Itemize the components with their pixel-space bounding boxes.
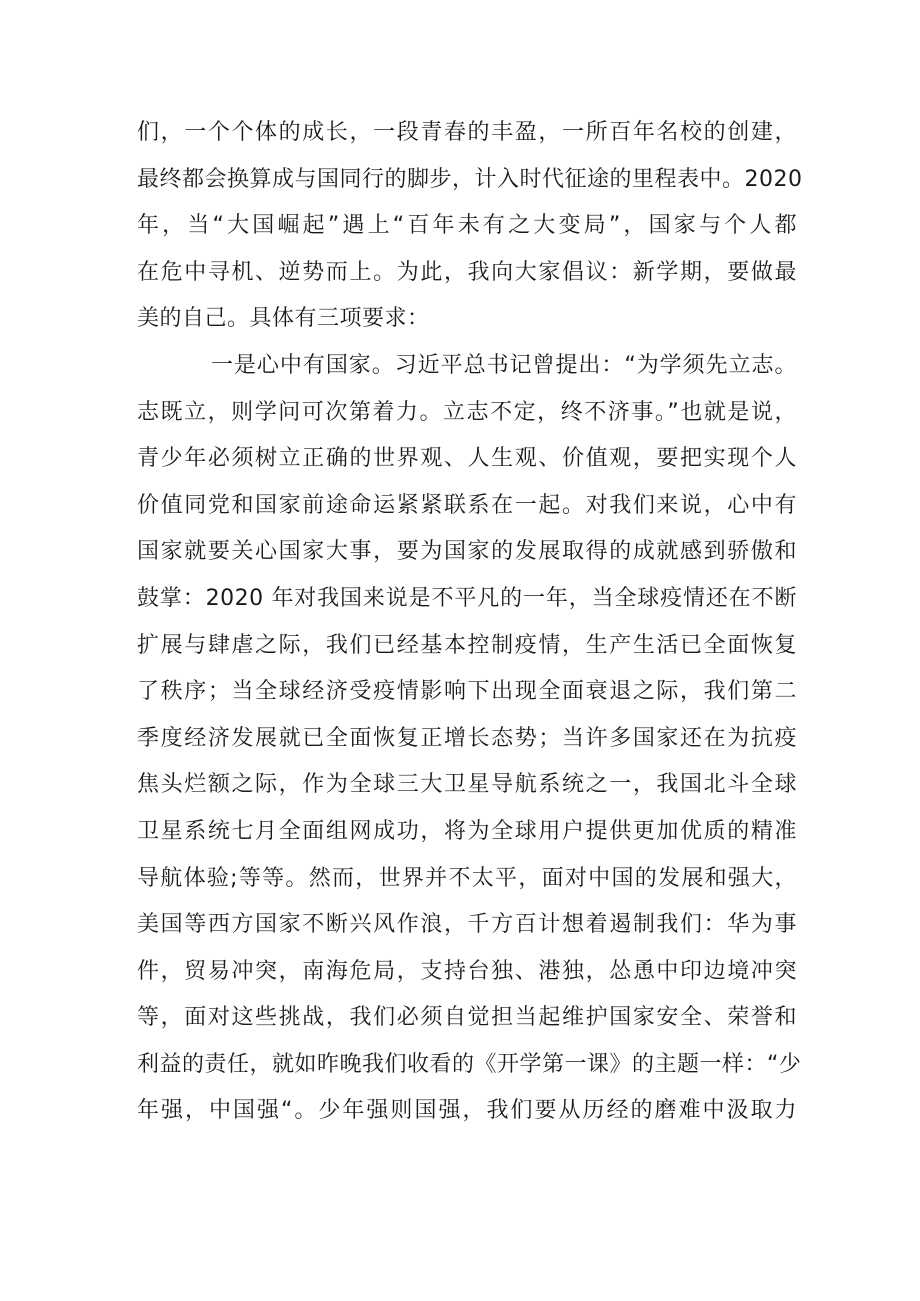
body-text [137,110,803,1135]
text-line: 年强，中国强“。少年强则国强，我们要从历经的磨难中汲取力 [137,1098,797,1124]
text-line: 件，贸易冲突，南海危局，支持台独、港独，怂恿中印边境冲突 [137,958,797,984]
text-line: 鼓掌：2020 年对我国来说是不平凡的一年，当全球疫情还在不断 [137,585,797,611]
text-line: 利益的责任，就如昨晚我们收看的《开学第一课》的主题一样：“少 [137,1051,802,1077]
text-line: 年，当“大国崛起”遇上“百年未有之大变局”，国家与个人都 [137,213,797,239]
text-line: 卫星系统七月全面组网成功，将为全球用户提供更加优质的精准 [137,818,797,844]
text-line: 价值同党和国家前途命运紧紧联系在一起。对我们来说，心中有 [137,492,797,518]
text-line: 国家就要关心国家大事，要为国家的发展取得的成就感到骄傲和 [137,539,797,565]
text-line: 美的自己。具体有三项要求： [137,306,430,332]
text-line: 在危中寻机、逆势而上。为此，我向大家倡议：新学期，要做最 [137,259,797,285]
text-line: 焦头烂额之际，作为全球三大卫星导航系统之一，我国北斗全球 [137,772,797,798]
text-line: 美国等西方国家不断兴风作浪，千方百计想着遏制我们：华为事 [137,912,797,938]
text-line: 青少年必须树立正确的世界观、人生观、价值观，要把实现个人 [137,446,797,472]
text-line: 们，一个个体的成长，一段青春的丰盈，一所百年名校的创建， [137,120,797,145]
text-line: 等，面对这些挑战，我们必须自觉担当起维护国家安全、荣誉和 [137,1005,797,1031]
text-line: 了秩序；当全球经济受疫情影响下出现全面衰退之际，我们第二 [137,679,797,705]
text-line: 导航体验;等等。然而，世界并不太平，面对中国的发展和强大， [137,865,797,891]
text-line: 扩展与肆虐之际，我们已经基本控制疫情，生产生活已全面恢复 [137,632,797,658]
paragraph-start-line: 一是心中有国家。习近平总书记曾提出：“为学须先立志。 [211,352,797,378]
text-line: 最终都会换算成与国同行的脚步，计入时代征途的里程表中。2020 [137,166,803,192]
text-line: 季度经济发展就已全面恢复正增长态势；当许多国家还在为抗疫 [137,725,797,751]
text-line: 志既立，则学问可次第着力。立志不定，终不济事。”也就是说， [137,399,797,425]
